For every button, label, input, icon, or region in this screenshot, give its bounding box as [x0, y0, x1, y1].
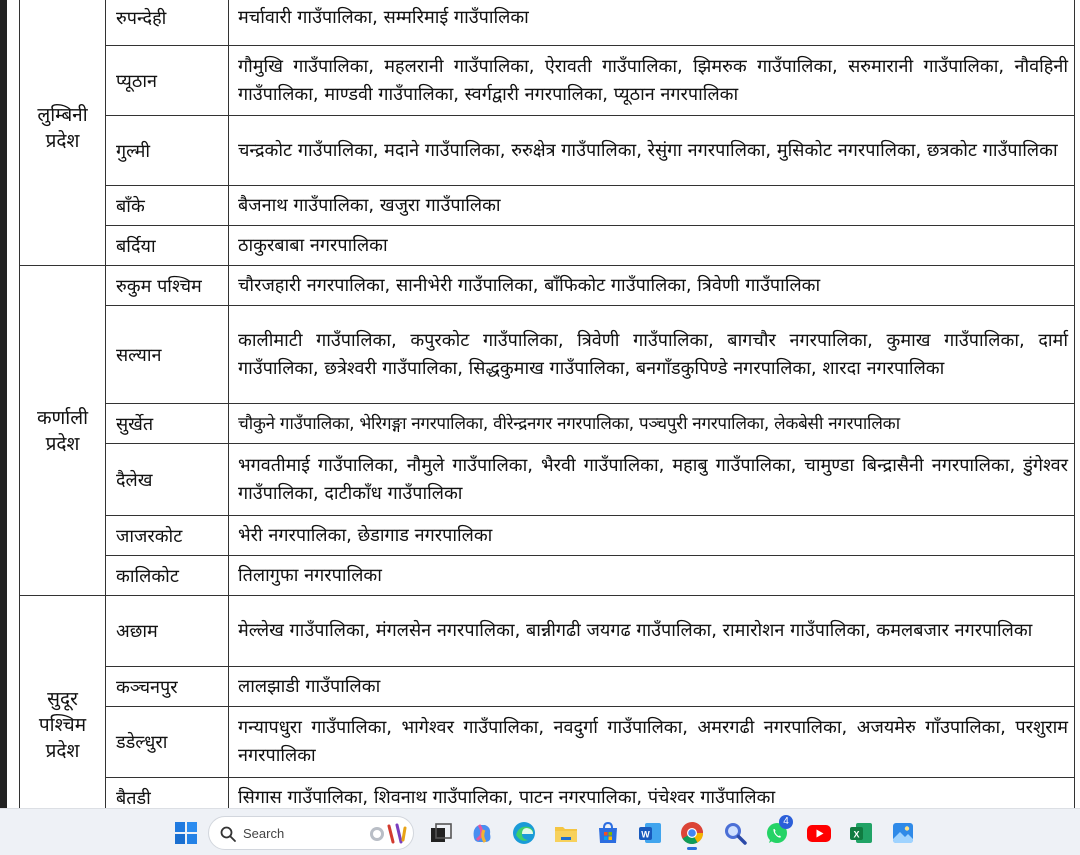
province-name-line: लुम्बिनी — [37, 103, 88, 126]
district-cell: सुर्खेत — [106, 404, 229, 444]
district-cell: रुकुम पश्चिम — [106, 266, 229, 306]
table-row — [20, 306, 1075, 404]
municipalities-cell: चौकुने गाउँपालिका, भेरिगङ्गा नगरपालिका, वीरेन्द्रनगर नगरपालिका, पञ्चपुरी नगरपालिका, लेकबेसी नगरपालिका — [229, 404, 1075, 444]
municipalities-cell: गौमुखि गाउँपालिका, महलरानी गाउँपालिका, ऐरावती गाउँपालिका, झिमरुक गाउँपालिका, सरुमारानी गाउँपालिका, नौवहिनी गाउँपालिका, माण्डवी गाउँपालिका, स्वर्गद्वारी नगरपालिका, प्यूठान नगरपालिका — [229, 46, 1075, 116]
district-cell: दैलेख — [106, 444, 229, 516]
district-cell: गुल्मी — [106, 116, 229, 186]
search-app-icon[interactable] — [722, 820, 748, 846]
municipalities-cell: मेल्लेख गाउँपालिका, मंगलसेन नगरपालिका, बान्नीगढी जयगढ गाउँपालिका, रामारोशन गाउँपालिका, कमलबजार नगरपालिका — [229, 596, 1075, 667]
province-cell — [20, 0, 106, 266]
district-cell: सल्यान — [106, 306, 229, 404]
file-explorer-icon[interactable] — [553, 820, 579, 846]
page-edge-bar — [0, 0, 7, 808]
municipalities-cell: ठाकुरबाबा नगरपालिका — [229, 226, 1075, 266]
svg-text:W: W — [641, 829, 650, 840]
district-cell: अछाम — [106, 596, 229, 667]
table-row — [20, 596, 1075, 667]
municipalities-cell: चौरजहारी नगरपालिका, सानीभेरी गाउँपालिका, बाँफिकोट गाउँपालिका, त्रिवेणी गाउँपालिका — [229, 266, 1075, 306]
chrome-icon[interactable] — [679, 820, 705, 846]
edge-icon[interactable] — [511, 820, 537, 846]
district-cell: कालिकोट — [106, 556, 229, 596]
table-row — [20, 667, 1075, 707]
search-placeholder: Search — [243, 826, 285, 841]
municipalities-cell: लालझाडी गाउँपालिका — [229, 667, 1075, 707]
district-cell: रुपन्देही — [106, 0, 229, 46]
municipalities-cell: भेरी नगरपालिका, छेडागाड नगरपालिका — [229, 516, 1075, 556]
whatsapp-icon[interactable] — [764, 816, 790, 846]
province-name-line: कर्णाली — [36, 406, 89, 429]
active-app-indicator — [687, 847, 697, 850]
province-name-line: प्रदेश — [45, 739, 80, 762]
province-name-line: पश्चिम — [38, 713, 87, 736]
table-row — [20, 404, 1075, 444]
province-cell — [20, 266, 106, 596]
table-row — [20, 516, 1075, 556]
district-cell: कञ्चनपुर — [106, 667, 229, 707]
notification-badge: 4 — [779, 815, 793, 829]
municipalities-cell: सिगास गाउँपालिका, शिवनाथ गाउँपालिका, पाटन नगरपालिका, पंचेश्वर गाउँपालिका — [229, 778, 1075, 809]
microsoft-store-icon[interactable] — [595, 820, 621, 846]
municipalities-cell: तिलागुफा नगरपालिका — [229, 556, 1075, 596]
table-row — [20, 186, 1075, 226]
district-cell: बैतडी — [106, 778, 229, 809]
svg-text:X: X — [853, 829, 860, 840]
excel-icon[interactable] — [848, 820, 874, 846]
municipalities-cell: मर्चावारी गाउँपालिका, सम्मरिमाई गाउँपालिका — [229, 0, 1075, 46]
table-row — [20, 556, 1075, 596]
province-name-line: प्रदेश — [45, 432, 80, 455]
table-row — [20, 266, 1075, 306]
municipalities-cell: बैजनाथ गाउँपालिका, खजुरा गाउँपालिका — [229, 186, 1075, 226]
search-icon — [219, 825, 237, 843]
municipality-table — [19, 0, 1075, 808]
district-cell: प्यूठान — [106, 46, 229, 116]
youtube-icon[interactable] — [806, 820, 832, 846]
table-row — [20, 226, 1075, 266]
district-cell: बर्दिया — [106, 226, 229, 266]
province-cell — [20, 596, 106, 809]
province-name-line: प्रदेश — [45, 129, 80, 152]
photos-icon[interactable] — [890, 820, 916, 846]
table-row — [20, 0, 1075, 46]
copilot-icon[interactable] — [469, 820, 495, 846]
taskbar — [0, 808, 1080, 855]
word-icon[interactable] — [637, 820, 663, 846]
municipalities-cell: भगवतीमाई गाउँपालिका, नौमुले गाउँपालिका, भैरवी गाउँपालिका, महाबु गाउँपालिका, चामुण्डा बिन्द्रासैनी नगरपालिका, डुंगेश्वर गाउँपालिका, दाटीकाँध गाउँपालिका — [229, 444, 1075, 516]
task-view-icon[interactable] — [428, 820, 454, 846]
province-name-line: सुदूर — [47, 687, 78, 710]
district-cell: जाजरकोट — [106, 516, 229, 556]
municipalities-cell: कालीमाटी गाउँपालिका, कपुरकोट गाउँपालिका, त्रिवेणी गाउँपालिका, बागचौर नगरपालिका, कुमाख गाउँपालिका, दार्मा गाउँपालिका, छत्रेश्वरी गाउँपालिका, सिद्धकुमाख गाउँपालिका, बनगाँडकुपिण्डे नगरपालिका, शारदा नगरपालिका — [229, 306, 1075, 404]
district-cell: बाँके — [106, 186, 229, 226]
municipalities-cell: गन्यापधुरा गाउँपालिका, भागेश्वर गाउँपालिका, नवदुर्गा गाउँपालिका, अमरगढी नगरपालिका, अजयमेरु गाँउपालिका, परशुराम नगरपालिका — [229, 707, 1075, 778]
table-row — [20, 46, 1075, 116]
municipalities-cell: चन्द्रकोट गाउँपालिका, मदाने गाउँपालिका, रुरुक्षेत्र गाउँपालिका, रेसुंगा नगरपालिका, मुसिकोट नगरपालिका, छत्रकोट गाउँपालिका — [229, 116, 1075, 186]
table-row — [20, 116, 1075, 186]
search-highlight-icon — [367, 822, 411, 846]
district-cell: डडेल्धुरा — [106, 707, 229, 778]
table-row — [20, 707, 1075, 778]
windows-start-icon[interactable] — [173, 820, 199, 846]
taskbar-search-box[interactable] — [208, 816, 414, 850]
table-row — [20, 444, 1075, 516]
table-row — [20, 778, 1075, 809]
